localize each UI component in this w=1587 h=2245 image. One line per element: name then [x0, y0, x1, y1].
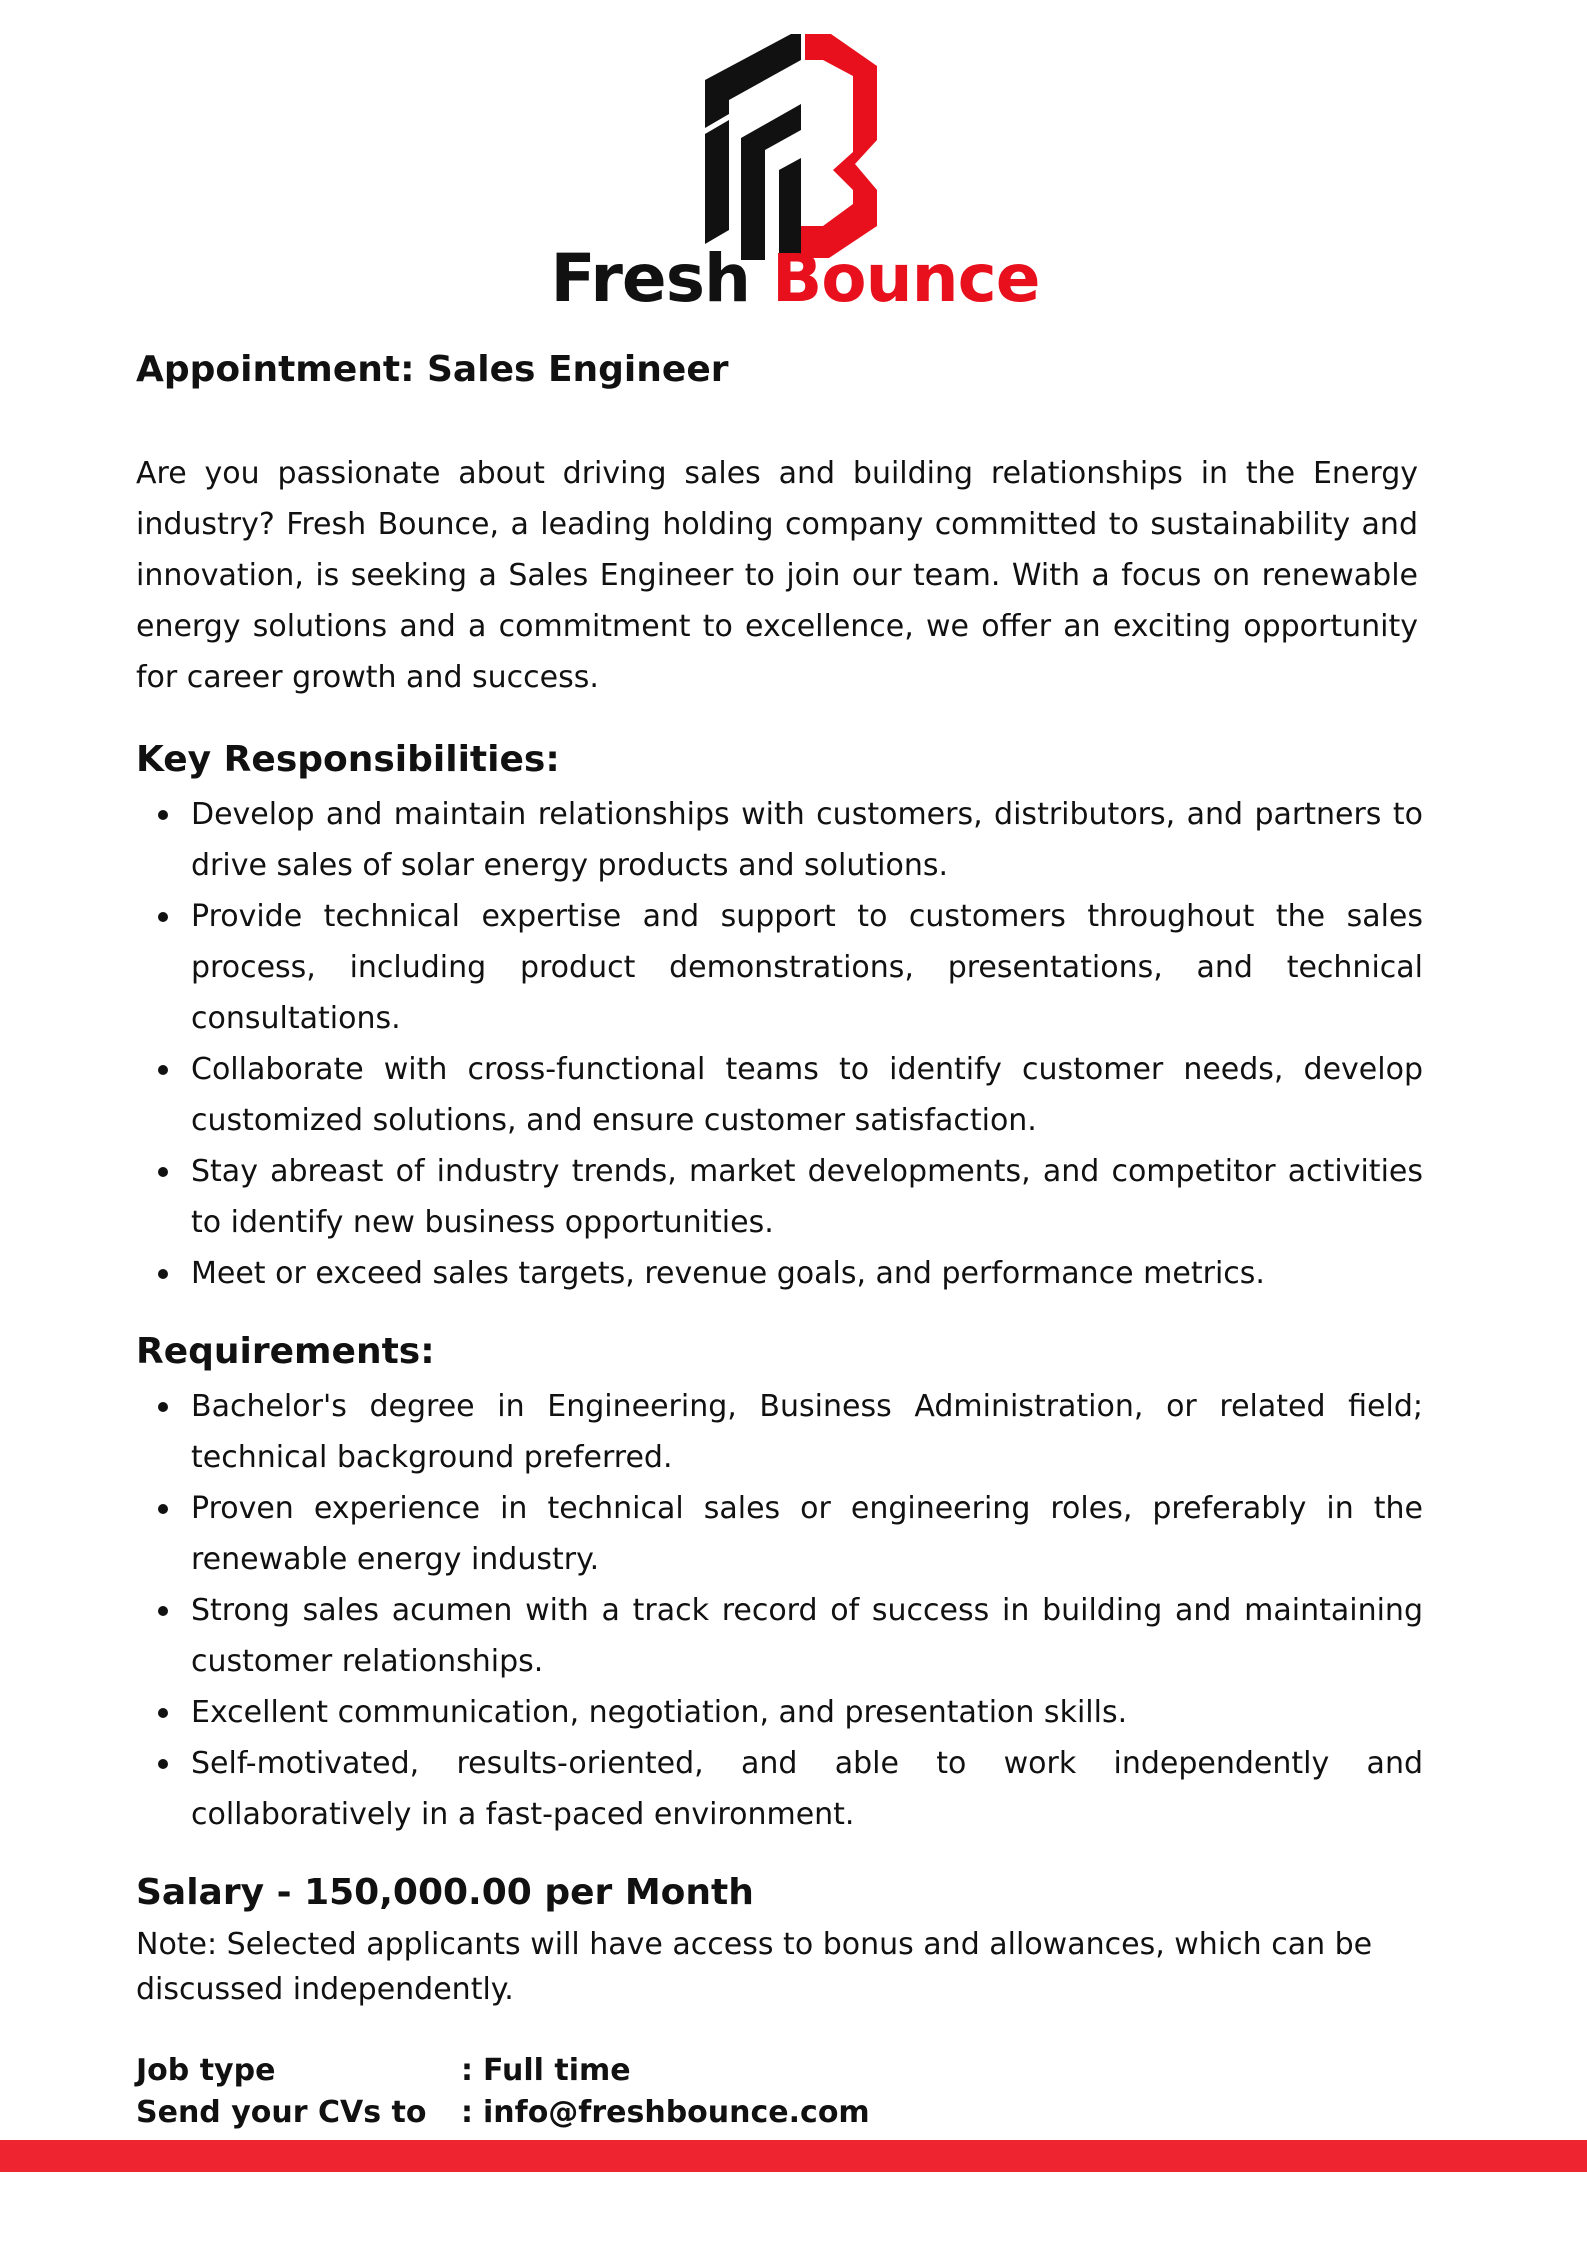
- list-item: Develop and maintain relationships with customers, distributors, and partners to drive sales of solar energy products and solutions.: [136, 789, 1423, 891]
- list-item: Self-motivated, results-oriented, and able to work independently and collaboratively in a fast-paced environment.: [136, 1738, 1423, 1840]
- salary-note: Note: Selected applicants will have access to bonus and allowances, which can be discussed independently.: [136, 1927, 1373, 2007]
- salary-heading: Salary - 150,000.00 per Month: [136, 1872, 754, 1913]
- footer-accent-bar: [0, 2140, 1587, 2172]
- list-item: Collaborate with cross-functional teams to identify customer needs, develop customized solutions, and ensure customer satisfaction.: [136, 1044, 1423, 1146]
- page-title: Appointment: Sales Engineer: [136, 349, 729, 390]
- cv-label: Send your CVs to: [136, 2095, 427, 2130]
- job-type-value: Full time: [483, 2053, 631, 2088]
- job-type-row: [136, 2050, 1420, 2092]
- company-logo: [540, 30, 1050, 320]
- list-item: Strong sales acumen with a track record of success in building and maintaining customer relationships.: [136, 1585, 1423, 1687]
- logo-word-bounce: Bounce: [771, 240, 1040, 317]
- list-item: Bachelor's degree in Engineering, Business Administration, or related field; technical background preferred.: [136, 1381, 1423, 1483]
- cv-email[interactable]: info@freshbounce.com: [483, 2095, 870, 2130]
- list-item: Excellent communication, negotiation, and presentation skills.: [136, 1687, 1423, 1738]
- responsibilities-list: [136, 789, 1423, 1299]
- intro-paragraph: Are you passionate about driving sales and building relationships in the Energy industry? Fresh Bounce, a leading holding company committed to sustainability and innovation, is seeking a Sales Engineer to join our team. With a focus on renewable energy solutions and a commitment to excellence, we offer an exciting opportunity for career growth and success.: [136, 456, 1418, 695]
- separator: :: [461, 2053, 473, 2088]
- list-item: Stay abreast of industry trends, market developments, and competitor activities to identify new business opportunities.: [136, 1146, 1423, 1248]
- responsibilities-heading: Key Responsibilities:: [136, 739, 560, 780]
- job-posting: [136, 340, 1423, 2134]
- fresh-bounce-logo-icon: [705, 30, 885, 260]
- requirements-heading: Requirements:: [136, 1331, 435, 1372]
- list-item: Meet or exceed sales targets, revenue goals, and performance metrics.: [136, 1248, 1423, 1299]
- logo-wordmark: [540, 240, 1050, 317]
- requirements-list: [136, 1381, 1423, 1840]
- separator: :: [461, 2095, 473, 2130]
- job-type-label: Job type: [136, 2053, 276, 2088]
- logo-word-fresh: Fresh: [550, 240, 750, 317]
- list-item: Provide technical expertise and support to customers throughout the sales process, including product demonstrations, presentations, and technical consultations.: [136, 891, 1423, 1044]
- list-item: Proven experience in technical sales or engineering roles, preferably in the renewable energy industry.: [136, 1483, 1423, 1585]
- cv-contact-row: [136, 2092, 1420, 2134]
